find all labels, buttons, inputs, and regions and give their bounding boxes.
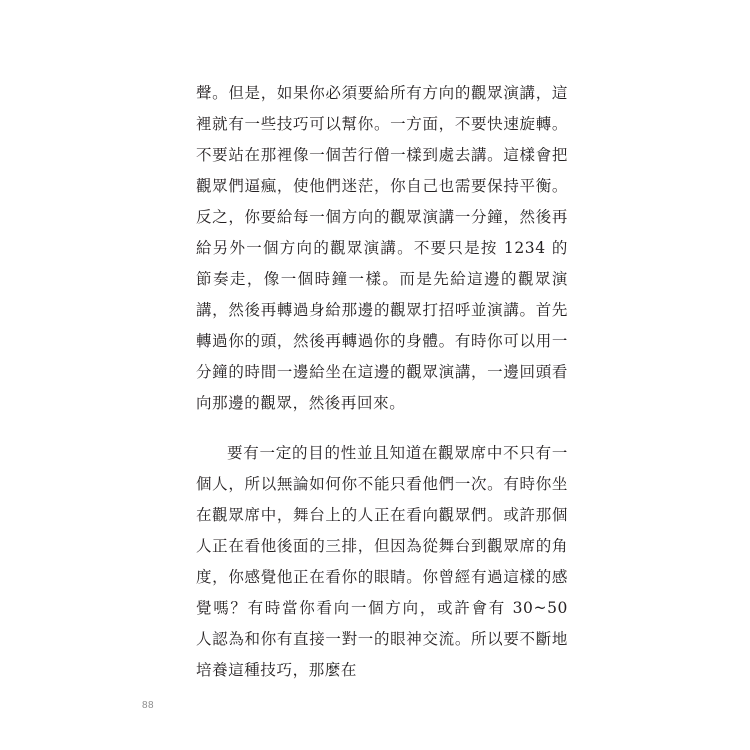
paragraph-1: 聲。但是，如果你必須要給所有方向的觀眾演講，這裡就有一些技巧可以幫你。一方面，不要快速旋轉。不要站在那裡像一個苦行僧一樣到處去講。這樣會把觀眾們逼瘋，使他們迷茫，你自己也需要保持平衡。反之，你要給每一個方向的觀眾演講一分鐘，然後再給另外一個方向的觀眾演講。不要只是按 1234 的節奏走，像一個時鐘一樣。而是先給這邊的觀眾演講，然後再轉過身給那邊的觀眾打招呼並演講。首先轉過你的頭，然後再轉過你的身體。有時你可以用一分鐘的時間一邊給坐在這邊的觀眾演講，一邊回頭看向那邊的觀眾，然後再回來。 (196, 84, 568, 412)
page-number: 88 (142, 700, 154, 711)
body-text-column (196, 78, 568, 686)
paragraph-2: 要有一定的目的性並且知道在觀眾席中不只有一個人，所以無論如何你不能只看他們一次。有時你坐在觀眾席中，舞台上的人正在看向觀眾們。或許那個人正在看他後面的三排，但因為從舞台到觀眾席的角度，你感覺他正在看你的眼睛。你曾經有過這樣的感覺嗎？有時當你看向一個方向，或許會有 30~50 人認為和你有直接一對一的眼神交流。所以要不斷地培養這種技巧，那麼在 (196, 444, 568, 679)
